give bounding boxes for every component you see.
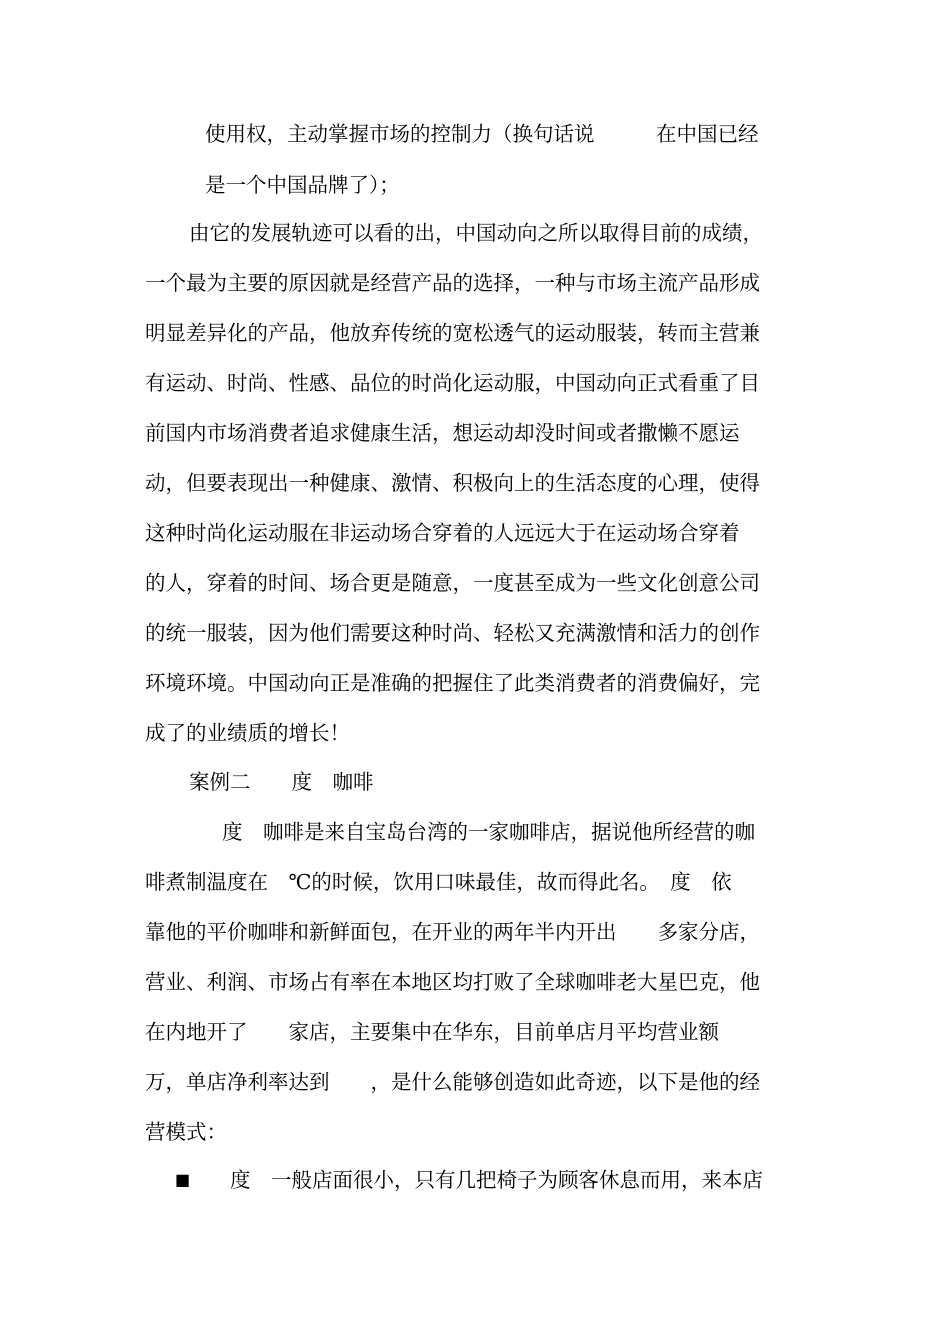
intro-line: 是一个中国品牌了）； [205, 173, 400, 197]
paragraph-line: 在内地开了 家店，主要集中在华东，目前单店月平均营业额 [145, 1020, 719, 1044]
paragraph-line: 这种时尚化运动服在非运动场合穿着的人远远大于在运动场合穿着 [145, 521, 740, 545]
paragraph-line: 度 咖啡是来自宝岛台湾的一家咖啡店，据说他所经营的咖 [222, 820, 755, 844]
paragraph-line: 营模式： [145, 1120, 227, 1144]
intro-line: 使用权，主动掌握市场的控制力（换句话说 在中国已经 [205, 122, 759, 146]
paragraph-line: 的统一服装，因为他们需要这种时尚、轻松又充满激情和活力的创作 [145, 621, 760, 645]
paragraph-line: 靠他的平价咖啡和新鲜面包，在开业的两年半内开出 多家分店， [145, 920, 760, 944]
square-bullet-icon: ■ [175, 1170, 191, 1189]
paragraph-line: 动，但要表现出一种健康、激情、积极向上的生活态度的心理，使得 [145, 471, 760, 495]
paragraph-line: 万，单店净利率达到 ，是什么能够创造如此奇迹，以下是他的经 [145, 1070, 760, 1094]
paragraph-line: 一个最为主要的原因就是经营产品的选择，一种与市场主流产品形成 [145, 271, 760, 295]
paragraph-line: 环境环境。中国动向正是准确的把握住了此类消费者的消费偏好，完 [145, 671, 760, 695]
case-heading: 案例二 度 咖啡 [189, 770, 374, 794]
paragraph-line: 前国内市场消费者追求健康生活，想运动却没时间或者撒懒不愿运 [145, 421, 740, 445]
paragraph-line: 的人，穿着的时间、场合更是随意，一度甚至成为一些文化创意公司 [145, 571, 760, 595]
paragraph-line: 由它的发展轨迹可以看的出，中国动向之所以取得目前的成绩， [189, 221, 763, 245]
paragraph-line: 明显差异化的产品，他放弃传统的宽松透气的运动服装，转而主营兼 [145, 321, 760, 345]
paragraph-line: 有运动、时尚、性感、品位的时尚化运动服，中国动向正式看重了目 [145, 371, 760, 395]
paragraph-line: 成了的业绩质的增长！ [145, 721, 350, 745]
paragraph-line: 啡煮制温度在 ℃的时候，饮用口味最佳，故而得此名。 度 依 [145, 870, 732, 894]
paragraph-line: 营业、利润、市场占有率在本地区均打败了全球咖啡老大星巴克，他 [145, 970, 760, 994]
bullet-item-text: 度 一般店面很小，只有几把椅子为顾客休息而用，来本店 [230, 1168, 763, 1192]
